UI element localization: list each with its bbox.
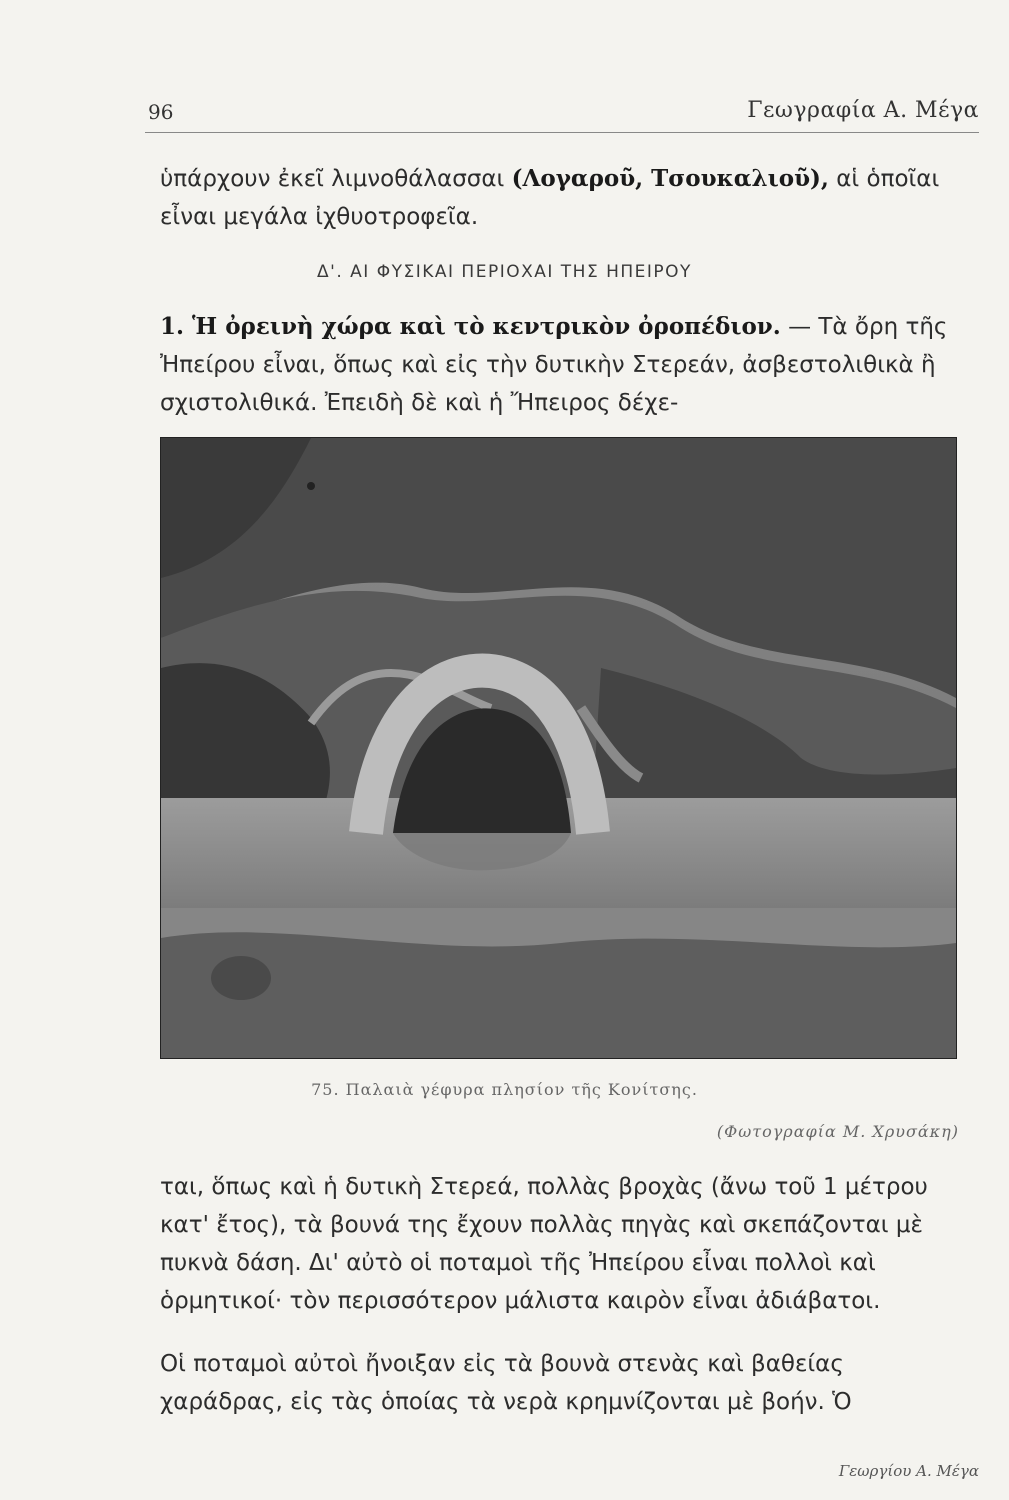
bridge-photograph (160, 437, 957, 1059)
paragraph-lagoons (160, 160, 960, 236)
paragraph-text: αἱ ὁποῖαι εἶναι μεγάλα ἰχθυοτροφεῖα. (160, 166, 940, 230)
paragraph-mountains (160, 308, 960, 422)
figure-caption: 75. Παλαιὰ γέφυρα πλησίον τῆς Κονίτσης. (311, 1080, 698, 1099)
paragraph-text: — Τὰ ὄρη τῆς Ἠπείρου εἶναι, ὅπως καὶ εἰς τὴν δυτικὴν Στερεάν, ἀσβεστολιθικὰ ἢ σχιστολιθικά. Ἐπειδὴ δὲ καὶ ἡ Ἤπειρος δέχε- (160, 314, 948, 416)
section-heading: Δ'. ΑΙ ΦΥΣΙΚΑΙ ΠΕΡΙΟΧΑΙ ΤΗΣ ΗΠΕΙΡΟΥ (317, 262, 692, 282)
paragraph-text: ὑπάρχουν ἐκεῖ λιμνοθάλασσαι (160, 166, 512, 192)
photo-credit: (Φωτογραφία Μ. Χρυσάκη) (716, 1122, 959, 1141)
page-number: 96 (148, 100, 174, 124)
paragraph-text: Οἱ ποταμοὶ αὐτοὶ ἤνοιξαν εἰς τὰ βουνὰ στενὰς καὶ βαθείας χαράδρας, εἰς τὰς ὁποίας τὰ νερὰ κρημνίζονται μὲ βοήν. Ὁ (160, 1351, 852, 1415)
running-title: Γεωγραφία Α. Μέγα (747, 98, 979, 123)
subsection-title: 1. Ἡ ὀρεινὴ χώρα καὶ τὸ κεντρικὸν ὀροπέδιον. (160, 313, 781, 340)
footer-signature: Γεωργίου Α. Μέγα (838, 1462, 979, 1480)
bridge-photo-illustration (161, 438, 956, 1058)
header-rule (145, 132, 979, 133)
paragraph-gorges (160, 1345, 960, 1421)
paragraph-rivers: ται, ὅπως καὶ ἡ δυτικὴ Στερεά, πολλὰς βροχὰς (ἄνω τοῦ 1 μέτρου κατ' ἔτος), τὰ βουνά της ἔχουν πολλὰς πηγὰς καὶ σκεπάζονται μὲ πυκνὰ δάση. Δι' αὐτὸ οἱ ποταμοὶ τῆς Ἠπείρου εἶναι πολλοὶ καὶ ὁρμητικοί· τὸν περισσότερον μάλιστα καιρὸν εἶναι ἀδιάβατοι. (160, 1174, 928, 1314)
bold-place-names: (Λογαροῦ, Τσουκαλιοῦ), (511, 165, 829, 192)
